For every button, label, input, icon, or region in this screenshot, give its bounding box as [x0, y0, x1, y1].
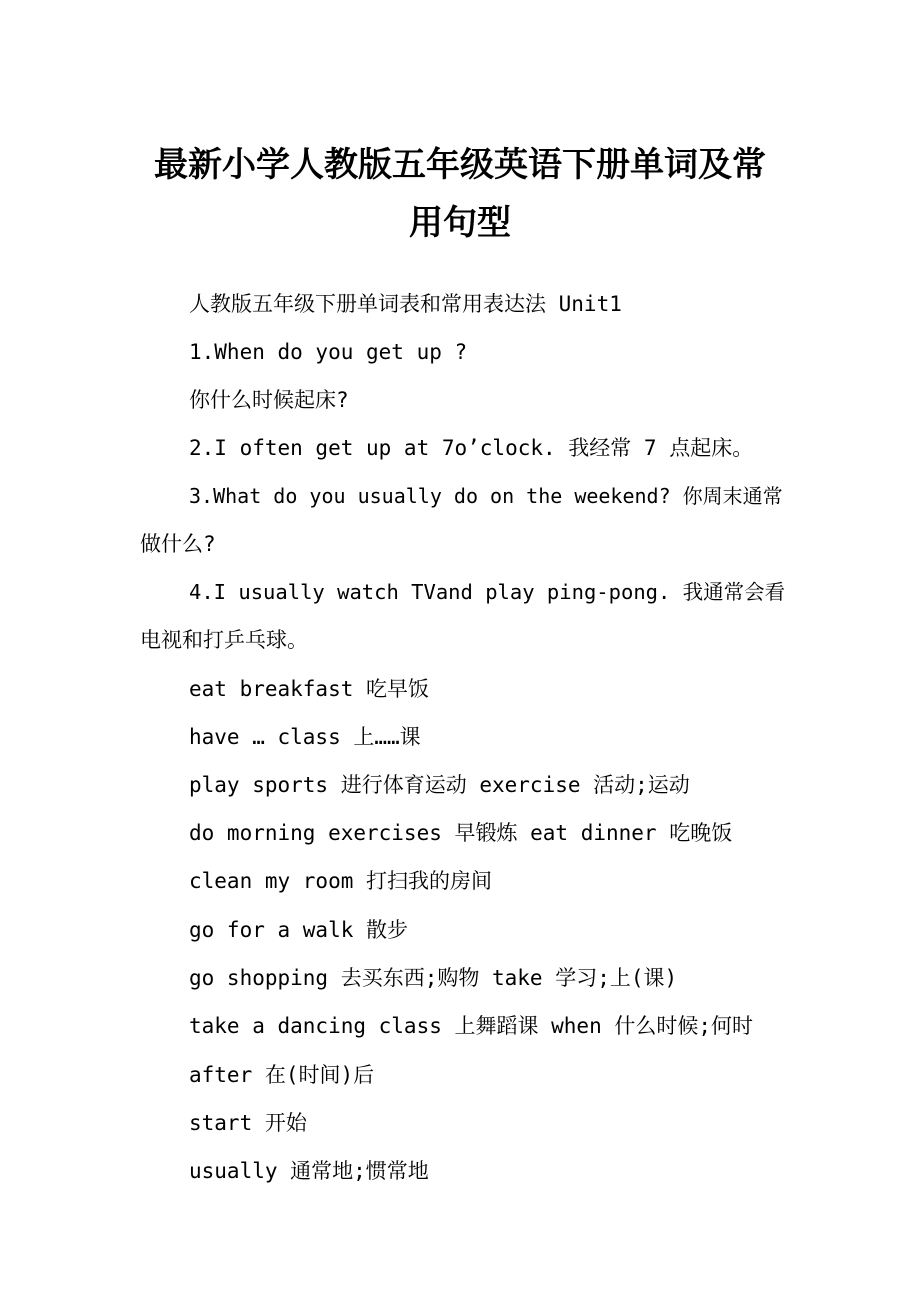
sentence-4-line-2: 电视和打乒乓球。 [140, 628, 308, 652]
document-title-line-2: 用句型 [409, 203, 511, 243]
section-heading: 人教版五年级下册单词表和常用表达法 Unit1 [189, 292, 622, 316]
vocab-line: take a dancing class 上舞蹈课 when 什么时候;何时 [189, 1014, 754, 1038]
vocab-line: go for a walk 散步 [189, 918, 409, 942]
document-title-line-1: 最新小学人教版五年级英语下册单词及常 [154, 145, 766, 185]
vocab-line: play sports 进行体育运动 exercise 活动;运动 [189, 773, 690, 797]
vocab-line: after 在(时间)后 [189, 1063, 375, 1087]
sentence-4-line-1: 4.I usually watch TVand play ping-pong. 我通常会看 [189, 580, 786, 604]
vocab-line: eat breakfast 吃早饭 [189, 677, 430, 701]
vocab-line: go shopping 去买东西;购物 take 学习;上(课) [189, 966, 678, 990]
vocab-line: have … class 上……课 [189, 725, 421, 749]
vocab-line: clean my room 打扫我的房间 [189, 869, 493, 893]
vocab-line: usually 通常地;惯常地 [189, 1159, 429, 1183]
vocab-line: start 开始 [189, 1111, 307, 1135]
sentence-3-line-2: 做什么? [140, 532, 216, 556]
sentence-1-chinese: 你什么时候起床? [189, 388, 349, 412]
sentence-1-english: 1.When do you get up ? [189, 340, 468, 364]
sentence-2: 2.I often get up at 7o’clock. 我经常 7 点起床。 [189, 436, 754, 460]
sentence-3-line-1: 3.What do you usually do on the weekend? 你周末通常 [189, 484, 783, 508]
vocab-line: do morning exercises 早锻炼 eat dinner 吃晚饭 [189, 821, 733, 845]
